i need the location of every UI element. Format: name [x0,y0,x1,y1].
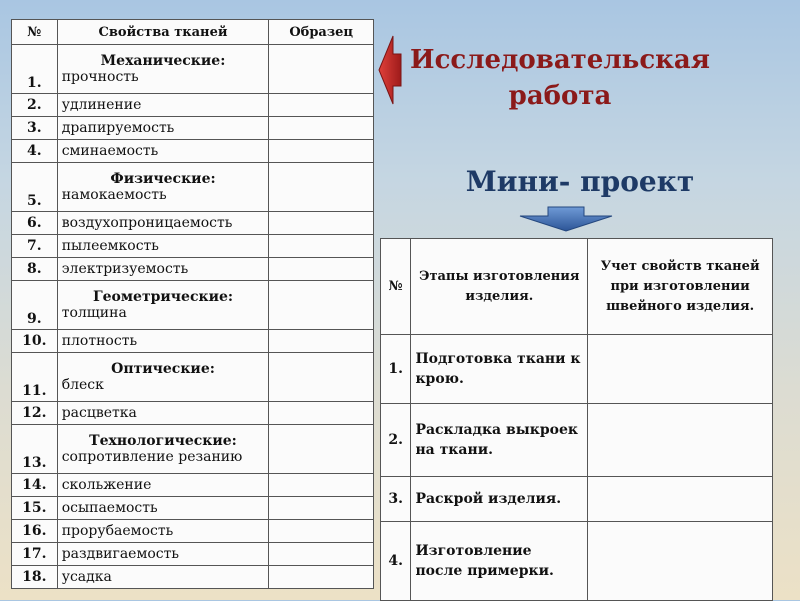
accounting-cell [588,404,773,477]
property-cell [57,235,269,258]
table-row [12,94,374,117]
table-row [12,402,374,425]
property-cell [57,402,269,425]
row-number: 3. [12,117,58,140]
property-name: воздухопроницаемость [61,215,233,231]
table-row [12,566,374,589]
property-cell [57,497,269,520]
property-name: электризуемость [61,261,189,277]
table-row [12,45,374,94]
property-name: блеск [61,377,104,393]
table-header-row [381,239,773,335]
stage-cell: Раскладка выкроек на ткани. [411,404,588,477]
table-row [12,474,374,497]
row-number: 4. [12,140,58,163]
property-name: удлинение [61,97,142,113]
property-cell [57,212,269,235]
sample-cell [269,163,374,212]
sample-cell [269,566,374,589]
accounting-cell [588,477,773,522]
property-name: плотность [61,333,138,349]
table-row [12,330,374,353]
table-row [12,258,374,281]
property-name: прочность [61,69,139,85]
header-accounting: Учет свойств тканей при изготовлении швейного изделия. [588,239,773,335]
table-header-row [12,20,374,45]
sample-cell [269,235,374,258]
row-number: 5. [12,163,58,212]
property-group-heading: Механические: [100,53,226,69]
sample-cell [269,425,374,474]
row-number: 1. [12,45,58,94]
property-name: расцветка [61,405,137,421]
sample-cell [269,45,374,94]
table-row [12,425,374,474]
sample-cell [269,330,374,353]
sample-cell [269,520,374,543]
stage-cell: Изготовление после примерки. [411,522,588,601]
property-cell [57,543,269,566]
property-cell [57,353,269,402]
row-number: 16. [12,520,58,543]
property-cell [57,45,269,94]
property-cell [57,117,269,140]
table-row [12,140,374,163]
property-cell [57,94,269,117]
sample-cell [269,474,374,497]
row-number: 14. [12,474,58,497]
stage-cell: Подготовка ткани к крою. [411,335,588,404]
property-name: сопротивление резанию [61,449,243,465]
property-name: толщина [61,305,127,321]
header-num: № [12,20,58,45]
sample-cell [269,212,374,235]
property-group-heading: Геометрические: [92,289,234,305]
header-stages: Этапы изготовления изделия. [411,239,588,335]
mini-project-title: Мини- проект [465,165,695,198]
sample-cell [269,543,374,566]
property-name: сминаемость [61,143,159,159]
row-number: 15. [12,497,58,520]
left-arrow-icon [377,34,403,106]
property-group-heading: Физические: [110,171,216,187]
row-number: 17. [12,543,58,566]
mini-project-table [380,238,773,601]
stage-cell: Раскрой изделия. [411,477,588,522]
sample-cell [269,281,374,330]
property-cell [57,520,269,543]
row-number: 18. [12,566,58,589]
header-num: № [381,239,411,335]
property-name: усадка [61,569,112,585]
sample-cell [269,353,374,402]
row-number: 10. [12,330,58,353]
property-name: драпируемость [61,120,175,136]
property-name: скольжение [61,477,152,493]
table-row [12,353,374,402]
row-number: 8. [12,258,58,281]
row-number: 6. [12,212,58,235]
property-group-heading: Оптические: [111,361,215,377]
table-row [381,522,773,601]
table-row [12,163,374,212]
table-row [381,477,773,522]
property-name: прорубаемость [61,523,174,539]
row-number: 9. [12,281,58,330]
row-number: 1. [381,335,411,404]
sample-cell [269,497,374,520]
property-cell [57,474,269,497]
table-row [12,520,374,543]
property-cell [57,330,269,353]
table-row [12,235,374,258]
table-row [12,281,374,330]
research-work-title: Исследовательская работа [410,45,710,111]
property-name: раздвигаемость [61,546,179,562]
property-cell [57,140,269,163]
row-number: 13. [12,425,58,474]
property-cell [57,258,269,281]
row-number: 11. [12,353,58,402]
sample-cell [269,117,374,140]
row-number: 7. [12,235,58,258]
property-cell [57,163,269,212]
sample-cell [269,258,374,281]
table-row [12,117,374,140]
row-number: 3. [381,477,411,522]
property-group-heading: Технологические: [89,433,237,449]
header-sample: Образец [269,20,374,45]
row-number: 4. [381,522,411,601]
table-row [381,404,773,477]
sample-cell [269,140,374,163]
fabric-properties-table [11,19,374,589]
down-arrow-icon [518,206,614,232]
table-row [381,335,773,404]
header-properties: Свойства тканей [57,20,269,45]
table-row [12,212,374,235]
table-row [12,543,374,566]
row-number: 2. [381,404,411,477]
accounting-cell [588,335,773,404]
row-number: 2. [12,94,58,117]
sample-cell [269,402,374,425]
accounting-cell [588,522,773,601]
table-row [12,497,374,520]
property-name: намокаемость [61,187,167,203]
sample-cell [269,94,374,117]
property-name: осыпаемость [61,500,158,516]
property-cell [57,566,269,589]
property-cell [57,281,269,330]
row-number: 12. [12,402,58,425]
property-cell [57,425,269,474]
property-name: пылеемкость [61,238,159,254]
